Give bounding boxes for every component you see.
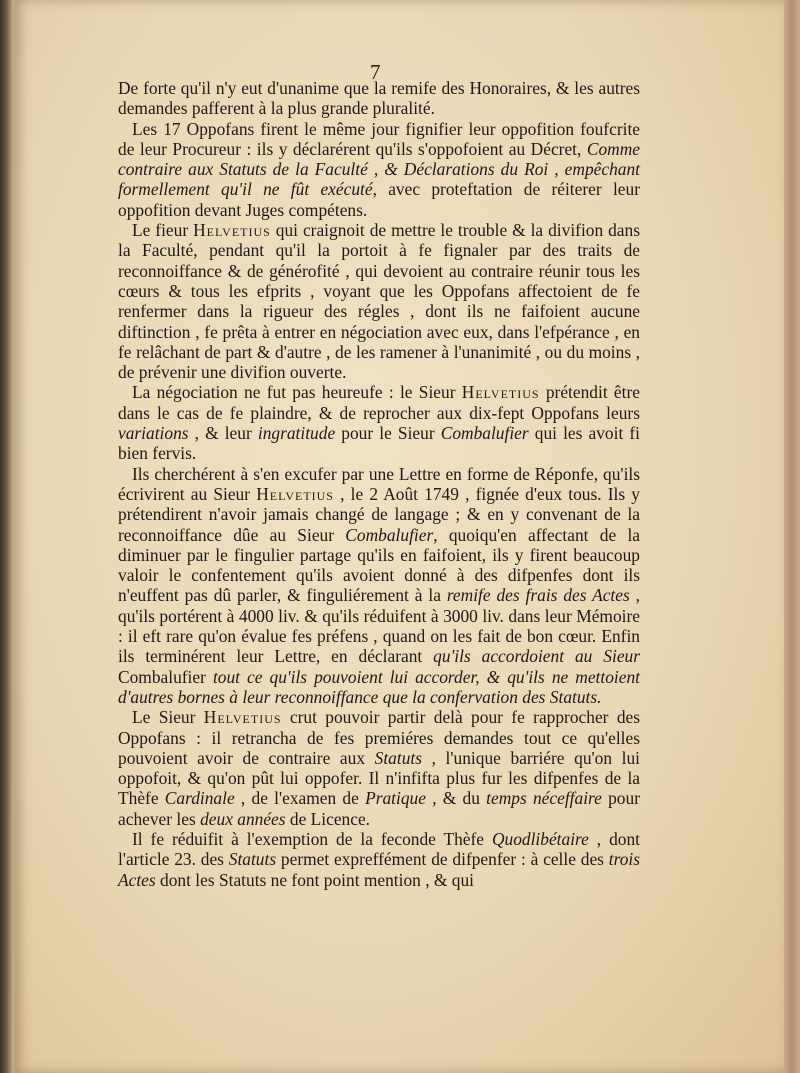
text-run: , qu'ils portérent à 4000 liv. & qu'ils réduifent à 3000 liv. dans leur Mémoire : il eft rare qu'on évalue fes préfens , quand on les fait de bon cœur. Enfin ils terminérent leur Lettre, en déclarant [118,585,641,667]
italic-text: Statuts [374,747,422,768]
italic-text: Statuts [228,849,277,870]
text-run: , quoiqu'en affectant de la diminuer par le fingulier partage qu'ils en faifoient, ils y firent beaucoup valoir le confentement qu'ils avoient donné à des difpenfes dont ils n'euffent pas dû parler, & finguliérement à la [118,524,640,606]
italic-text: remife des frais des Actes [446,585,630,606]
text-run: qui les avoit fi bien fervis. [118,423,641,464]
text-run: , le 2 Août 1749 , fignée d'eux tous. Ils y prétendirent n'avoir jamais changé de langage ; & en y convenant de la reconnoiffance dûe au Sieur [118,483,640,545]
paragraph [118,119,640,220]
paragraph [118,220,640,382]
italic-text: variations [118,423,189,444]
small-caps-text: Helvetius [193,220,271,241]
text-run: dont les Statuts ne font point mention , & qui [155,869,475,890]
paragraph [118,707,640,829]
page-number: 7 [370,60,381,84]
text-run: , & leur [188,423,258,444]
text-run: permet expreffément de difpenfer : à celle des [276,849,609,870]
text-run: Les 17 Oppofans firent le même jour fignifier leur oppofition foufcrite de leur Procureur : ils y déclarérent qu'ils s'oppofoient au Décret, [118,118,640,159]
text-run: , avec proteftation de réiterer leur oppofition devant Juges compétens. [118,179,640,220]
small-caps-text: Helvetius [461,382,540,403]
italic-text: Comme contraire aux Statuts de la Faculté , & Déclarations du Roi , empêchant formellement qu'il ne fût exécuté [118,138,640,200]
italic-text: Cardinale [164,788,235,809]
text-run: prétendit être dans le cas de fe plaindre, & de reprocher aux dix-fept Oppofans leurs [118,382,640,423]
text-run: La négociation ne fut pas heureufe : le Sieur [132,382,462,403]
small-caps-text: Helvetius [203,707,282,728]
text-run: Ils cherchérent à s'en excufer par une Lettre en forme de Réponfe, qu'ils écrivirent au Sieur [118,463,640,504]
small-caps-text: Helvetius [256,483,334,504]
text-run: Combalufier [118,666,213,687]
italic-text: Combalufier [345,524,434,545]
paragraph [118,829,640,890]
italic-text: qu'ils accordoient au Sieur [433,646,641,667]
text-run: Il fe réduifit à l'exemption de la feconde Thèfe [132,828,492,849]
text-run: De forte qu'il n'y eut d'unanime que la remife des Honoraires, & les autres demandes pafferent à la plus grande pluralité. [118,78,640,119]
text-run: Le Sieur [132,707,204,728]
text-run: qui craignoit de mettre le trouble & la divifion dans la Faculté, pendant qu'il la portoit à fe fignaler par des traits de reconnoiffance & de générofité , qui devoient au contraire réunir tous les cœurs & tous les efprits , voyant que les Oppofans affectoient de fe renfermer dans la rigueur des régles , dont ils ne faifoient aucune diftinction , fe prêta à entrer en négociation avec eux, dans l'efpérance , en fe relâchant de part & d'autre , de les ramener à l'unanimité , ou du moins , de prévenir une divifion ouverte. [118,220,640,383]
italic-text: tout ce qu'ils pouvoient lui accorder, & qu'ils ne mettoient d'autres bornes à leur reconnoiffance que la confervation des Statuts. [118,666,640,707]
text-run: , de l'examen de [234,788,366,809]
paragraph [118,78,640,119]
italic-text: Pratique [365,788,426,809]
paragraph [118,382,640,463]
italic-text: Quodlibétaire [491,828,589,849]
paragraph [118,464,640,708]
italic-text: ingratitude [257,423,336,444]
text-run: pour le Sieur [335,423,441,444]
italic-text: Combalufier [440,423,529,444]
text-run: pour achever les [118,788,640,829]
text-run: crut pouvoir partir delà pour fe rapprocher des Oppofans : il retrancha de fes premiéres demandes tout ce qu'elles pouvoient avoir de contraire aux [118,707,640,768]
text-run: , & du [425,788,487,809]
text-run: de Licence. [285,808,371,829]
italic-text: trois Actes [118,849,640,890]
body-text [118,78,640,890]
text-run: , l'unique barriére qu'on lui oppofoit, & qu'on pût lui oppofer. Il n'infifta plus fur les difpenfes de la Thèfe [118,747,641,809]
text-run: Le fieur [132,220,194,241]
italic-text: temps néceffaire [486,788,602,809]
text-run: , dont l'article 23. des [118,828,640,870]
italic-text: deux années [200,808,286,829]
book-page [14,0,784,1073]
page-edge [784,0,800,1073]
